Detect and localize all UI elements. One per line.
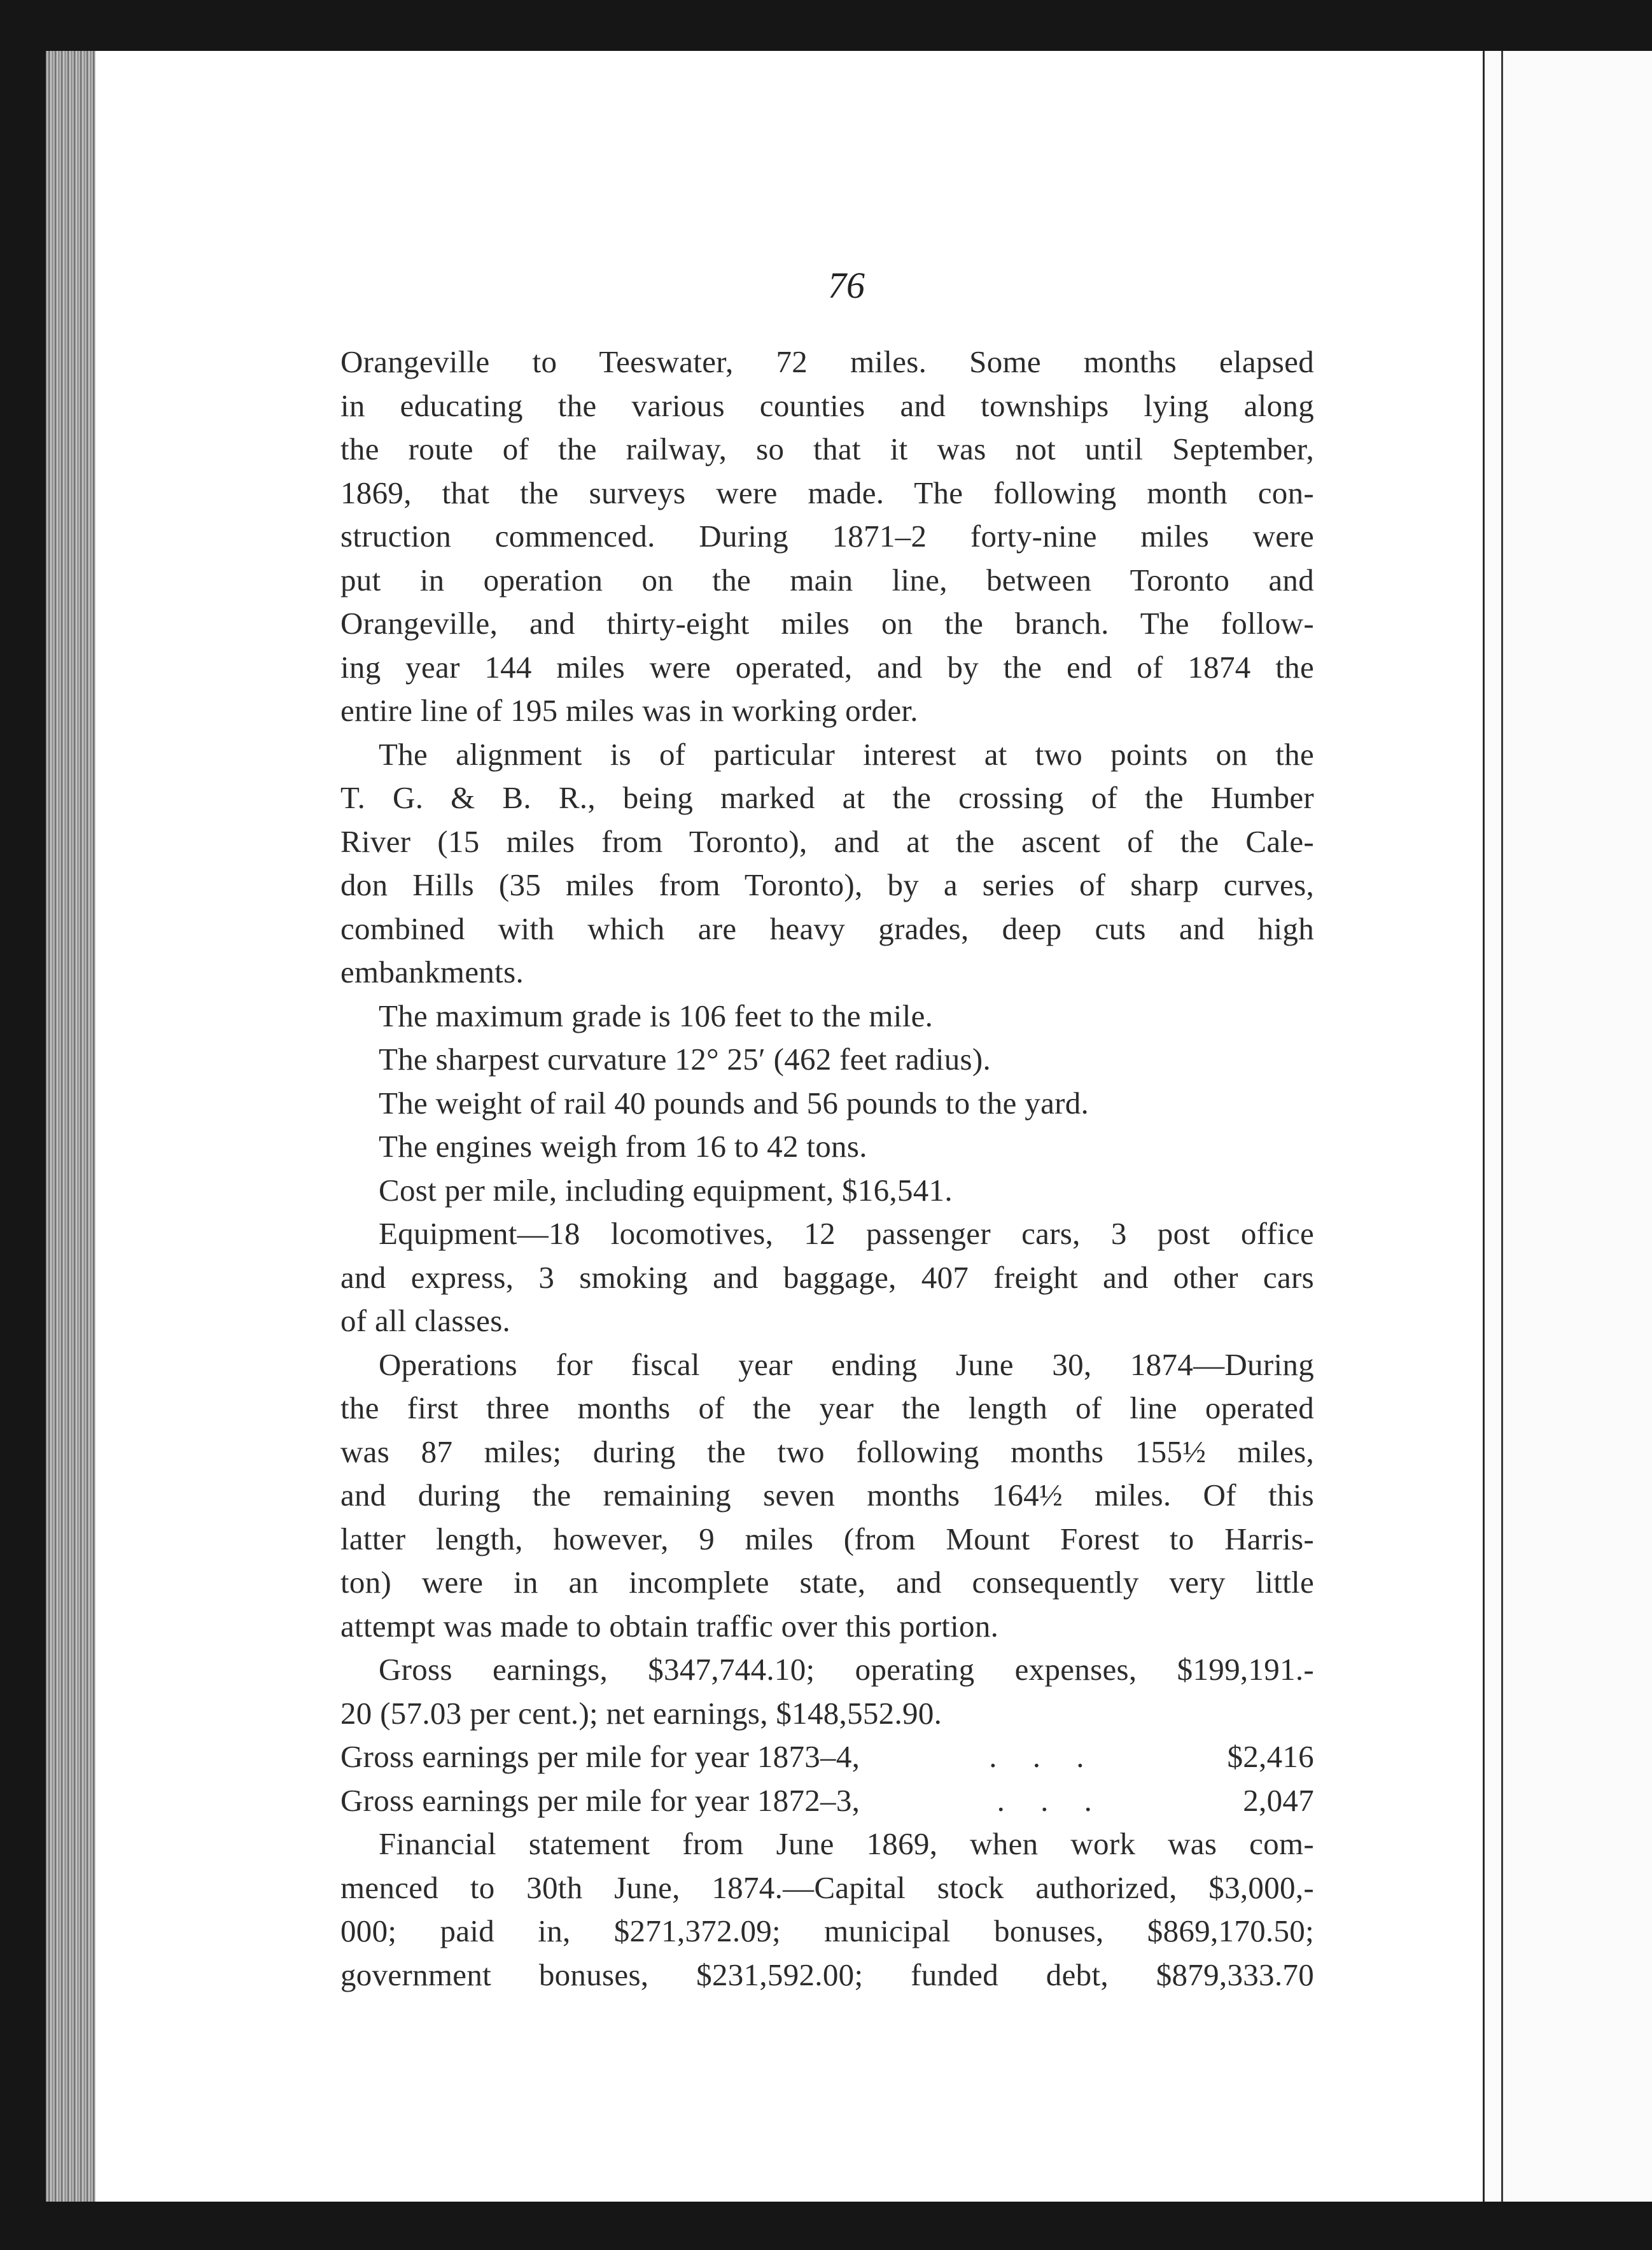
text-line: struction commenced. During 1871–2 forty-nine miles were	[340, 519, 1314, 554]
body-text	[340, 340, 1314, 1997]
text-line: 000; paid in, $271,372.09; municipal bonuses, $869,170.50;	[340, 1913, 1314, 1948]
text-line: don Hills (35 miles from Toronto), by a series of sharp curves,	[340, 867, 1314, 902]
text-line: The weight of rail 40 pounds and 56 pounds to the yard.	[379, 1085, 1089, 1121]
text-line: and during the remaining seven months 164½ miles. Of this	[340, 1478, 1314, 1513]
text-line: menced to 30th June, 1874.—Capital stock authorized, $3,000,-	[340, 1869, 1314, 1905]
dot-leader: . . .	[989, 1739, 1098, 1774]
text-line: in educating the various counties and townships lying along	[340, 388, 1314, 423]
page-gutter-line	[1501, 51, 1503, 2202]
text-line: ing year 144 miles were operated, and by the end of 1874 the	[340, 649, 1314, 685]
text-line: government bonuses, $231,592.00; funded debt, $879,333.70	[340, 1957, 1314, 1992]
earnings-row	[340, 1779, 1314, 1823]
text-line: The maximum grade is 106 feet to the mile.	[379, 998, 934, 1033]
earnings-row	[340, 1735, 1314, 1779]
text-line: and express, 3 smoking and baggage, 407 freight and other cars	[340, 1259, 1314, 1295]
text-line: River (15 miles from Toronto), and at the ascent of the Cale-	[340, 823, 1314, 859]
text-line: embankments.	[340, 954, 524, 989]
earnings-value: $2,416	[1227, 1739, 1314, 1774]
earnings-label: Gross earnings per mile for year 1872–3,	[340, 1782, 860, 1818]
text-line: Cost per mile, including equipment, $16,541.	[379, 1172, 953, 1208]
text-line: latter length, however, 9 miles (from Mount Forest to Harris-	[340, 1521, 1314, 1556]
text-line: put in operation on the main line, between Toronto and	[340, 562, 1314, 597]
text-line: Financial statement from June 1869, when work was com-	[379, 1826, 1314, 1861]
text-line: entire line of 195 miles was in working order.	[340, 693, 918, 728]
text-line: Orangeville, and thirty-eight miles on the branch. The follow-	[340, 606, 1314, 641]
facing-page-edge	[1483, 51, 1652, 2202]
dot-leader: . . .	[997, 1782, 1106, 1818]
text-line: combined with which are heavy grades, deep cuts and high	[340, 911, 1314, 946]
text-line: ton) were in an incomplete state, and consequently very little	[340, 1565, 1314, 1600]
text-line: Equipment—18 locomotives, 12 passenger cars, 3 post office	[379, 1216, 1314, 1251]
text-line: attempt was made to obtain traffic over this portion.	[340, 1608, 999, 1644]
text-line: 1869, that the surveys were made. The following month con-	[340, 475, 1314, 510]
text-line: was 87 miles; during the two following months 155½ miles,	[340, 1434, 1314, 1469]
page-number: 76	[828, 265, 865, 306]
text-line: of all classes.	[340, 1303, 511, 1338]
text-line: The alignment is of particular interest at two points on the	[379, 736, 1314, 772]
text-line: 20 (57.03 per cent.); net earnings, $148,552.90.	[340, 1695, 942, 1731]
text-line: Orangeville to Teeswater, 72 miles. Some months elapsed	[340, 344, 1314, 379]
text-line: The engines weigh from 16 to 42 tons.	[379, 1129, 867, 1164]
earnings-value: 2,047	[1243, 1782, 1314, 1818]
text-line: Operations for fiscal year ending June 30, 1874—During	[379, 1346, 1314, 1382]
text-line: the route of the railway, so that it was not until September,	[340, 431, 1314, 466]
text-line: the first three months of the year the length of line operated	[340, 1390, 1314, 1425]
text-line: Gross earnings, $347,744.10; operating expenses, $199,191.-	[379, 1652, 1314, 1687]
text-line: The sharpest curvature 12° 25′ (462 feet radius).	[379, 1042, 991, 1077]
earnings-label: Gross earnings per mile for year 1873–4,	[340, 1739, 860, 1774]
text-line: T. G. & B. R., being marked at the crossing of the Humber	[340, 780, 1314, 815]
